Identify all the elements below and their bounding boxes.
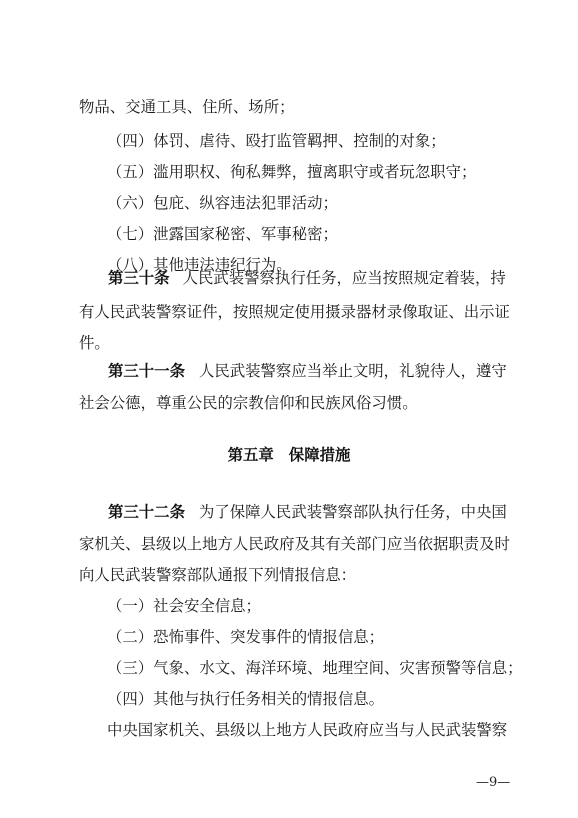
article-32-text: 为了保障人民武装警察部队执行任务，中央国 bbox=[198, 503, 507, 521]
article-32-line-2: 家机关、县级以上地方人民政府及其有关部门应当依据职责及时 bbox=[79, 535, 510, 553]
list-item: （二）恐怖事件、突发事件的情报信息； bbox=[107, 628, 385, 646]
list-item: （四）其他与执行任务相关的情报信息。 bbox=[107, 690, 385, 708]
article-31-text: 人民武装警察应当举止文明，礼貌待人，遵守 bbox=[198, 362, 507, 380]
list-item: （四）体罚、虐待、殴打监管羁押、控制的对象； bbox=[107, 132, 446, 150]
article-31-line-2: 社会公德，尊重公民的宗教信仰和民族风俗习惯。 bbox=[79, 394, 418, 412]
chapter-heading bbox=[0, 445, 578, 465]
list-item: （六）包庇、纵容违法犯罪活动； bbox=[107, 194, 338, 212]
chapter-number: 第五章 bbox=[227, 446, 274, 464]
list-item: （七）泄露国家秘密、军事秘密； bbox=[107, 225, 338, 243]
article-30-line-2: 有人民武装警察证件，按照规定使用摄录器材录像取证、出示证 bbox=[79, 303, 510, 321]
article-31-title: 第三十一条 bbox=[108, 362, 185, 380]
article-31-line-1 bbox=[108, 361, 507, 381]
article-30-line-1 bbox=[108, 268, 506, 288]
list-item: （八）其他违法违纪行为。 bbox=[107, 256, 292, 274]
list-item: （三）气象、水文、海洋环境、地理空间、灾害预警等信息； bbox=[107, 659, 523, 677]
text-line: 物品、交通工具、住所、场所； bbox=[79, 98, 295, 116]
article-30-text: 人民武装警察执行任务，应当按照规定着装，持 bbox=[182, 269, 506, 287]
list-item: （一）社会安全信息； bbox=[107, 597, 261, 615]
chapter-title: 保障措施 bbox=[288, 446, 351, 464]
article-32-last-line: 中央国家机关、县级以上地方人民政府应当与人民武装警察 bbox=[107, 721, 508, 739]
article-30-line-3: 件。 bbox=[79, 334, 110, 352]
article-32-title: 第三十二条 bbox=[108, 503, 185, 521]
page-number: —9— bbox=[476, 775, 511, 790]
article-32-line-3: 向人民武装警察部队通报下列情报信息： bbox=[79, 566, 357, 584]
article-32-line-1 bbox=[108, 502, 507, 522]
article-30-title: 第三十条 bbox=[108, 269, 170, 287]
list-item: （五）滥用职权、徇私舞弊，擅离职守或者玩忽职守； bbox=[107, 163, 477, 181]
